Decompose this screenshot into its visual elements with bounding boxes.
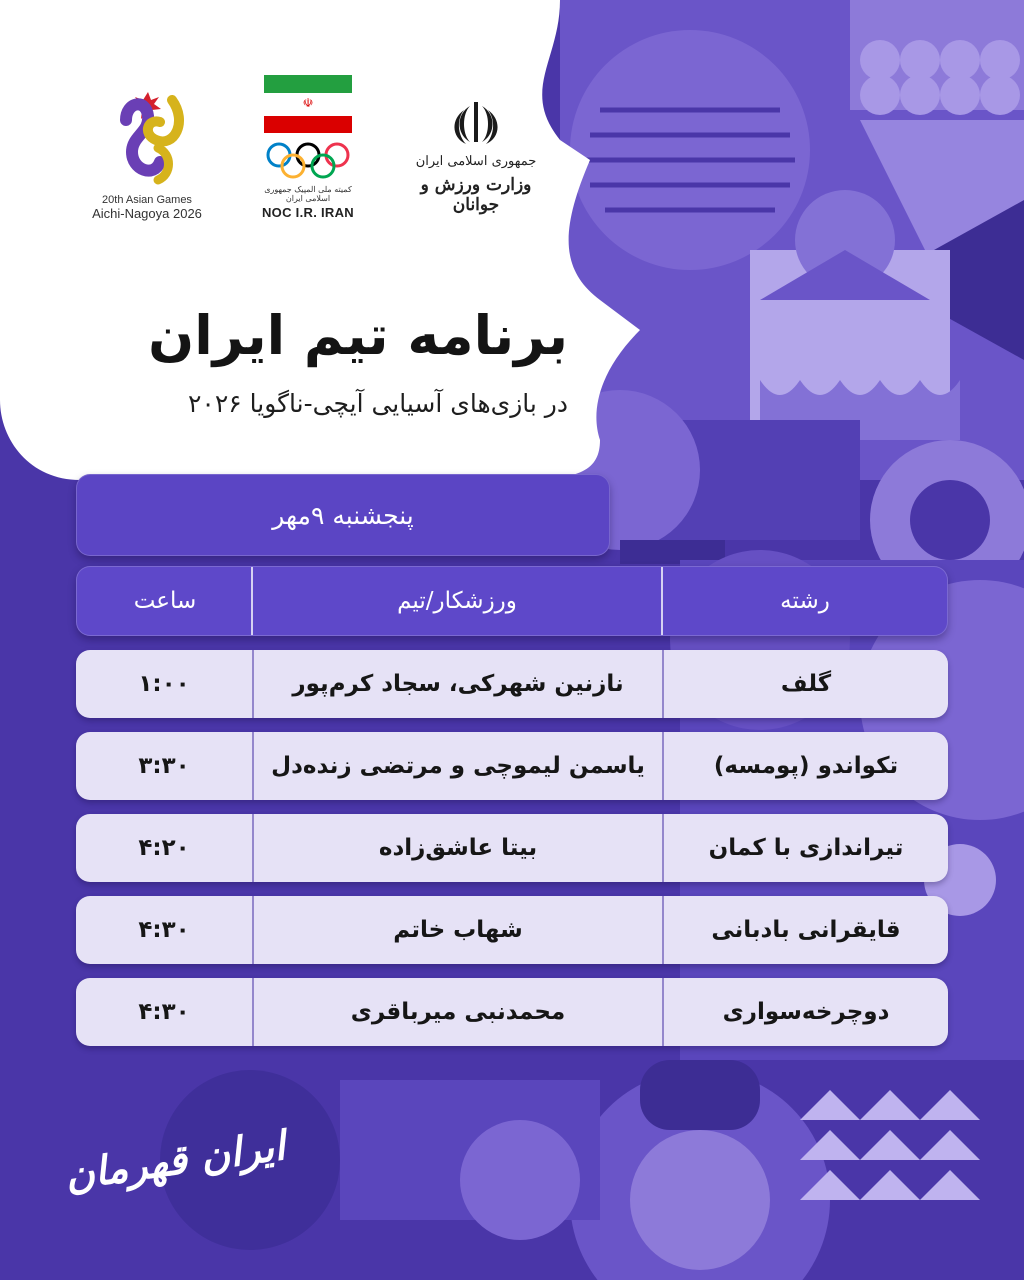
table-row: [76, 650, 948, 718]
date-label: پنجشنبه ۹مهر: [272, 500, 414, 530]
noc-logo-script: کمیته ملی المپیک جمهوری اسلامی ایران: [264, 185, 352, 203]
page-subtitle: در بازی‌های آسیایی آیچی-ناگویا ۲۰۲۶: [187, 389, 568, 418]
table-row: [76, 978, 948, 1046]
brand-logo: [62, 1122, 288, 1225]
header-time: ساعت: [133, 588, 197, 614]
brand-text: ایران قهرمان: [62, 1122, 288, 1200]
asian-games-logo: [82, 70, 212, 230]
row-sport: گلف: [780, 671, 832, 697]
noc-logo-caption: NOC I.R. IRAN: [261, 205, 354, 220]
row-time: ۴:۳۰: [138, 917, 190, 943]
svg-text:☫: ☫: [302, 95, 314, 110]
row-time: ۱:۰۰: [138, 671, 190, 697]
row-time: ۴:۲۰: [138, 835, 190, 861]
row-athlete: محمدنبی میرباقری: [252, 978, 664, 1046]
row-sport: تکواندو (پومسه): [713, 753, 899, 779]
iran-emblem-icon: [446, 98, 506, 148]
row-athlete: یاسمن لیموچی و مرتضی زنده‌دل: [252, 732, 664, 800]
row-athlete: نازنین شهرکی، سجاد کرم‌پور: [252, 650, 664, 718]
asian-games-logo-line1: 20th Asian Games: [102, 194, 192, 206]
iran-flag-icon: [264, 75, 352, 133]
date-banner: [76, 474, 610, 556]
page-title: برنامه تیم ایران: [148, 304, 568, 367]
table-row: [76, 732, 948, 800]
row-time: ۴:۳۰: [138, 999, 190, 1025]
header-sport: رشته: [780, 588, 830, 614]
header-athlete: ورزشکار/تیم: [251, 567, 663, 635]
table-header: [76, 566, 948, 636]
asian-games-logo-line2: Aichi-Nagoya 2026: [92, 206, 202, 221]
table-row: [76, 896, 948, 964]
noc-iran-logo: [258, 75, 358, 225]
olympic-rings-icon: [263, 141, 353, 181]
row-sport: دوچرخه‌سواری: [722, 999, 890, 1025]
schedule-table: [76, 566, 948, 1046]
row-athlete: شهاب خاتم: [252, 896, 664, 964]
asian-games-emblem-icon: [102, 70, 192, 190]
row-sport: قایقرانی بادبانی: [711, 917, 901, 943]
table-row: [76, 814, 948, 882]
ministry-logo-line2: وزارت ورزش و جوانان: [420, 175, 532, 215]
row-sport: تیراندازی با کمان: [708, 835, 904, 861]
row-time: ۳:۳۰: [138, 753, 190, 779]
ministry-logo-line1: جمهوری اسلامی ایران: [415, 154, 537, 169]
ministry-logo: [396, 98, 556, 228]
row-athlete: بیتا عاشق‌زاده: [252, 814, 664, 882]
